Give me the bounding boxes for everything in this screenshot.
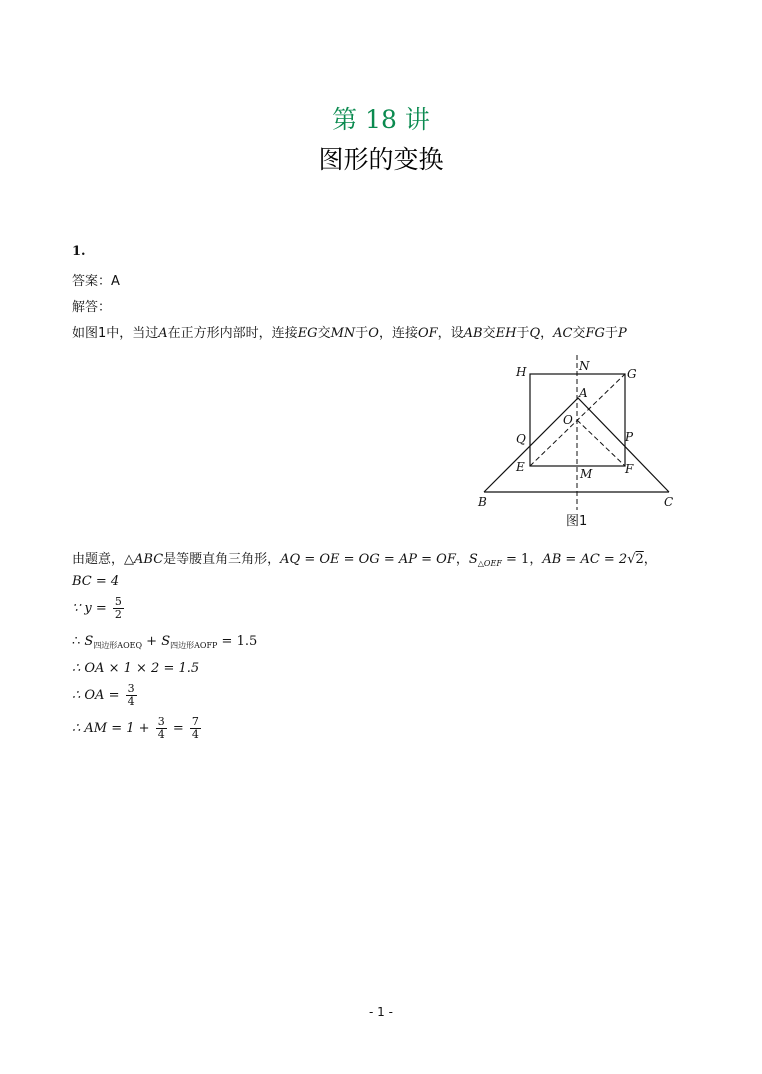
step-4: ∴ OA = $\frac{3}{4}$ bbox=[72, 682, 135, 708]
segment-of bbox=[577, 420, 625, 466]
label-m: M bbox=[580, 467, 593, 481]
lecture-topic: 图形的变换 bbox=[318, 145, 444, 174]
solution-intro: 如图1中，当过A在正方形内部时，连接EG交MN于O，连接OF，设AB交EH于Q，AC交FG于P bbox=[72, 326, 627, 341]
lecture-number: 第 18 讲 bbox=[332, 105, 430, 134]
label-p: P bbox=[625, 430, 634, 444]
bc-line: BC = 4 bbox=[72, 574, 120, 589]
geometry-figure bbox=[470, 350, 690, 535]
label-f: F bbox=[625, 462, 634, 476]
step-3: ∴ OA × 1 × 2 = 1.5 bbox=[72, 661, 200, 676]
answer-line: 答案：A bbox=[72, 274, 120, 289]
step-1: ∵ y = $\frac{5}{2}$ bbox=[72, 595, 122, 621]
label-g: G bbox=[627, 367, 637, 381]
label-n: N bbox=[579, 359, 590, 373]
solution-label: 解答： bbox=[72, 300, 112, 315]
label-c: C bbox=[664, 495, 674, 509]
question-number: 1. bbox=[72, 244, 86, 259]
label-q: Q bbox=[516, 432, 526, 446]
figure-caption: 图1 bbox=[566, 514, 588, 529]
label-e: E bbox=[516, 460, 525, 474]
label-a: A bbox=[579, 386, 588, 400]
label-o: O bbox=[563, 413, 573, 427]
step-2: ∴ $S_{四边形AOEQ} + S_{四边形AOFP} = 1.5$ bbox=[72, 634, 258, 650]
statement-line: 由题意，△ABC是等腰直角三角形，AQ = OE = OG = AP = OF，$S_{\triangle OEF} = 1$，AB = AC = 2√2， bbox=[72, 552, 657, 568]
label-b: B bbox=[478, 495, 487, 509]
page-number: - 1 - bbox=[369, 1005, 393, 1019]
label-h: H bbox=[516, 365, 527, 379]
step-5: ∴ AM = 1 + $\frac{3}{4}$ = $\frac{7}{4}$ bbox=[72, 715, 199, 741]
